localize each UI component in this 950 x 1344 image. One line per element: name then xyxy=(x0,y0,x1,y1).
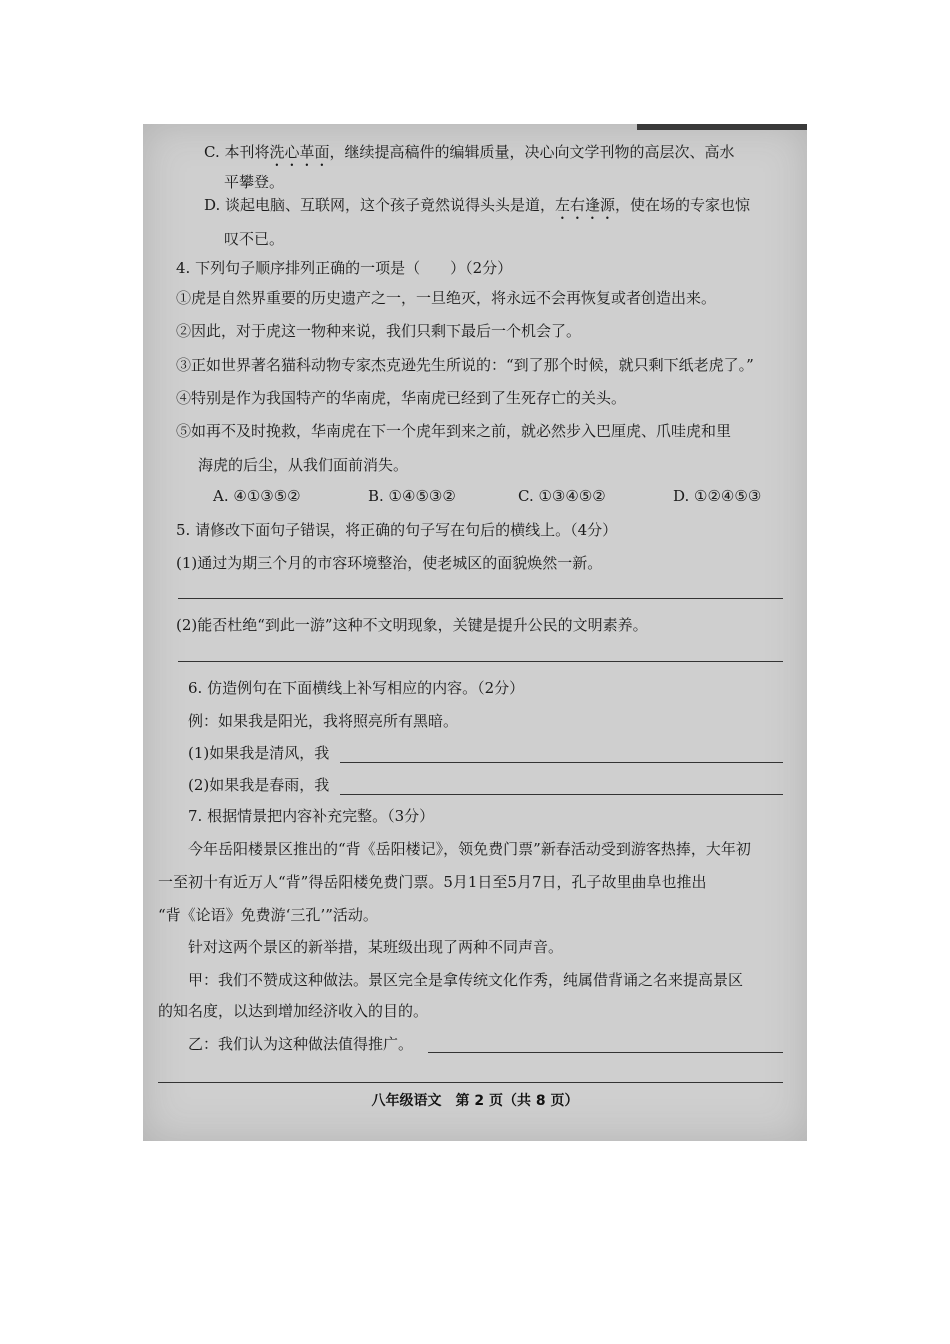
q6-answer-line-1[interactable] xyxy=(340,762,783,763)
q6-title: 6. 仿造例句在下面横线上补写相应的内容。（2分） xyxy=(188,679,525,697)
q3-option-d-line2: 叹不已。 xyxy=(224,230,285,248)
page-edge-mark xyxy=(637,124,807,130)
q4-option-a: A. ④①③⑤② xyxy=(213,487,301,505)
q5-sentence-1: (1)通过为期三个月的市容环境整治，使老城区的面貌焕然一新。 xyxy=(176,554,603,572)
q7-title: 7. 根据情景把内容补充完整。（3分） xyxy=(188,807,435,825)
q7-para3-line2: 的知名度，以达到增加经济收入的目的。 xyxy=(158,1002,429,1020)
q4-sentence-5a: ⑤如再不及时挽救，华南虎在下一个虎年到来之前，就必然步入巴厘虎、爪哇虎和里 xyxy=(176,422,732,440)
page-footer: 八年级语文 第 2 页（共 8 页） xyxy=(371,1093,579,1109)
q6-item-1: (1)如果我是清风，我 xyxy=(188,744,330,762)
q7-para1-line2: 一至初十有近万人“背”得岳阳楼免费门票。5月1日至5月7日，孔子故里曲阜也推出 xyxy=(158,873,707,891)
q6-example: 例：如果我是阳光，我将照亮所有黑暗。 xyxy=(188,712,459,730)
q7-answer-line-2[interactable] xyxy=(158,1082,783,1083)
q5-answer-line-2[interactable] xyxy=(178,661,783,662)
q7-para1-line1: 今年岳阳楼景区推出的“背《岳阳楼记》，领免费门票”新春活动受到游客热捧，大年初 xyxy=(188,840,751,858)
q4-sentence-5b: 海虎的后尘，从我们面前消失。 xyxy=(198,456,409,474)
q5-sentence-2: (2)能否杜绝“到此一游”这种不文明现象，关键是提升公民的文明素养。 xyxy=(176,616,648,634)
q7-para1-line3: “背《论语》免费游‘三孔’”活动。 xyxy=(158,906,378,924)
q4-sentence-2: ②因此，对于虎这一物种来说，我们只剩下最后一个机会了。 xyxy=(176,322,582,340)
exam-page xyxy=(143,124,807,1141)
q4-title: 4. 下列句子顺序排列正确的一项是（ ）（2分） xyxy=(176,259,513,277)
q7-para3-line1: 甲：我们不赞成这种做法。景区完全是拿传统文化作秀，纯属借背诵之名来提高景区 xyxy=(188,971,744,989)
q4-option-d: D. ①②④⑤③ xyxy=(673,487,762,505)
q3-option-d-line1: D. 谈起电脑、互联网，这个孩子竟然说得头头是道，左右逢源，使在场的专家也惊 xyxy=(204,196,751,214)
q6-answer-line-2[interactable] xyxy=(340,794,783,795)
q4-option-c: C. ①③④⑤② xyxy=(518,487,606,505)
q7-para4: 乙：我们认为这种做法值得推广。 xyxy=(188,1035,414,1053)
q7-para2: 针对这两个景区的新举措，某班级出现了两种不同声音。 xyxy=(188,938,564,956)
q4-option-b: B. ①④⑤③② xyxy=(368,487,456,505)
q3-option-c-line1: C. 本刊将洗心革面，继续提高稿件的编辑质量，决心向文学刊物的高层次、高水 xyxy=(204,143,735,161)
q4-sentence-3: ③正如世界著名猫科动物专家杰克逊先生所说的：“到了那个时候，就只剩下纸老虎了。” xyxy=(176,356,754,374)
q7-answer-line-1[interactable] xyxy=(428,1052,783,1053)
q6-item-2: (2)如果我是春雨，我 xyxy=(188,776,330,794)
q4-sentence-4: ④特别是作为我国特产的华南虎，华南虎已经到了生死存亡的关头。 xyxy=(176,389,627,407)
q5-title: 5. 请修改下面句子错误，将正确的句子写在句后的横线上。（4分） xyxy=(176,521,618,539)
q5-answer-line-1[interactable] xyxy=(178,598,783,599)
q4-sentence-1: ①虎是自然界重要的历史遗产之一，一旦绝灭，将永远不会再恢复或者创造出来。 xyxy=(176,289,717,307)
q3-option-c-line2: 平攀登。 xyxy=(224,173,285,191)
